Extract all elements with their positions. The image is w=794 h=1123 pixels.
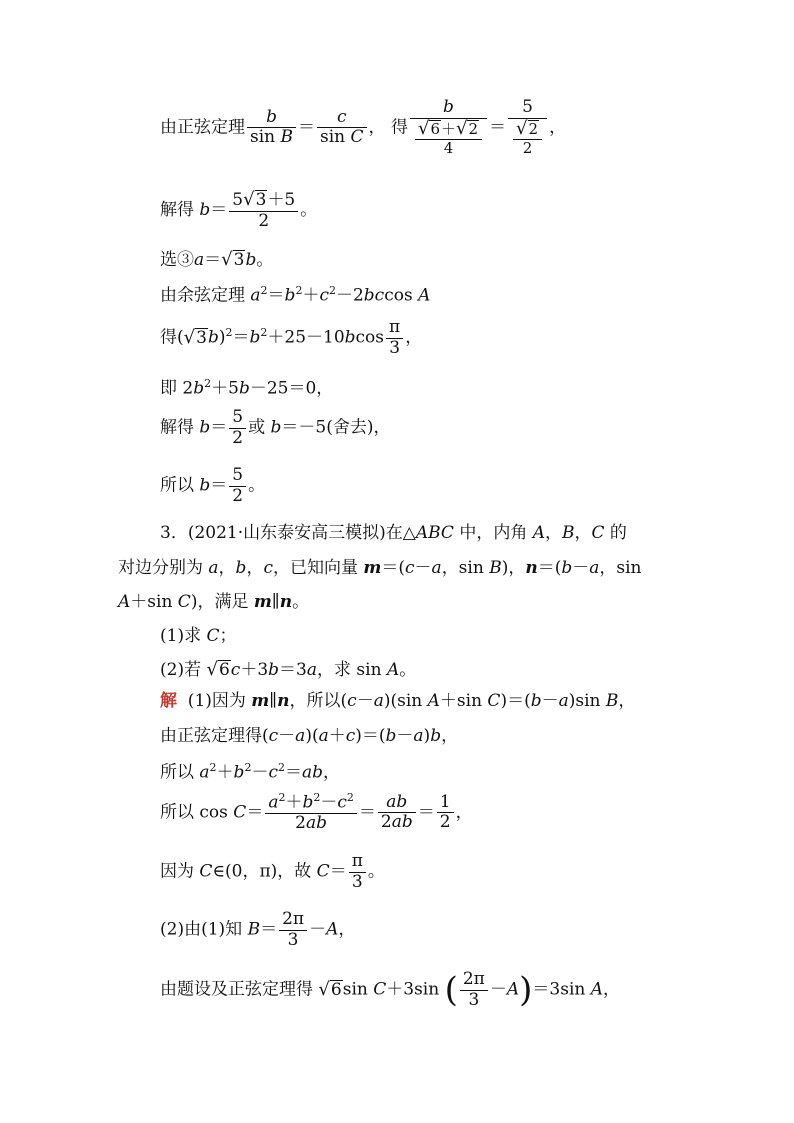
- line-choose-3: 选③a＝√3b。: [160, 249, 274, 270]
- fraction-b-over-sinB: $\frac{b}{\text{sin B}}$: [247, 108, 296, 148]
- solution-line-5: 因为 C∈(0，π)，故 C＝ $\frac{\pi}{3}$ 。: [160, 851, 385, 892]
- fraction-pi-over-3: $\frac{\pi}{3}$: [386, 318, 403, 358]
- fraction-5-over-expr: $\frac{5}{\frac{√2}{2}}$: [508, 98, 547, 157]
- solution-line-6: (2)由(1)知 B＝ $\frac{2\pi}{3}$ －A，: [160, 909, 356, 950]
- line-quadratic: 即 $2b^2+5b-25=0$，: [160, 377, 334, 399]
- fraction-5-over-2-final: $\frac{5}{2}$: [229, 466, 246, 506]
- line-conclusion-b: 所以 b＝ $\frac{5}{2}$ 。: [160, 465, 266, 506]
- line-substitute: 得$(√3b)^2=b^2+25-10bcos$ $\frac{\pi}{3}$ ，: [160, 317, 423, 358]
- solution-line-1: 解 (1)因为 m∥n，所以(c－a)(sin A＋sin C)＝(b－a)sin B，: [160, 691, 636, 711]
- fraction-b-value: $\frac{5√3+5}{2}$: [229, 190, 298, 231]
- problem-3-line-1: 3．(2021·山东泰安高三模拟)在△ABC 中，内角 A，B，C 的: [160, 523, 627, 543]
- solution-line-3: 所以 $a^2+b^2-c^2=ab$，: [160, 761, 340, 783]
- fraction-b-over-expr: $\frac{b}{\frac{√6+√2}{4}}$: [410, 98, 487, 157]
- question-1: (1)求 C；: [160, 626, 237, 646]
- question-2: (2)若 √6c＋3b＝3a，求 sin A。: [160, 659, 417, 680]
- fraction-2pi-over-3-b: $\frac{2\pi}{3}$: [460, 970, 488, 1010]
- fraction-ab-over-2ab: $\frac{ab}{2ab}$: [378, 793, 416, 833]
- fraction-1-over-2: $\frac{1}{2}$: [437, 793, 454, 833]
- fraction-2pi-over-3: $\frac{2\pi}{3}$: [279, 910, 307, 950]
- text-sine-rule-label: 由正弦定理: [160, 117, 245, 138]
- fraction-cosC: $\frac{a^2+b^2-c^2}{2ab}$: [265, 792, 357, 834]
- fraction-5-over-2: $\frac{5}{2}$: [229, 408, 246, 448]
- fraction-c-over-sinC: $\frac{c}{\text{sin C}}$: [317, 108, 367, 148]
- fraction-C-pi-over-3: $\frac{\pi}{3}$: [349, 852, 366, 892]
- line-sine-rule: 由正弦定理 $\frac{b}{\text{sin B}}$ ＝ $\frac{c}{\text{sin C}}$ ， 得 $\frac{b}{\frac{√6+√2}{4}}$ ＝ $\frac{5}{\frac{√2}{2}}$ ，: [160, 97, 567, 158]
- problem-3-line-2: 对边分别为 a，b，c，已知向量 m＝(c－a，sin B)，n＝(b－a，sin: [118, 558, 642, 578]
- solution-line-2: 由正弦定理得(c－a)(a＋c)＝(b－a)b，: [160, 726, 459, 746]
- solution-label: 解: [160, 691, 177, 711]
- line-solve-b: 解得 b＝ $\frac{5√3+5}{2}$ 。: [160, 189, 318, 231]
- solution-line-4: 所以 cos C＝ $\frac{a^2+b^2-c^2}{2ab}$ ＝ $\frac{ab}{2ab}$ ＝ $\frac{1}{2}$ ，: [160, 791, 473, 834]
- problem-3-line-3: A＋sin C)，满足 m∥n。: [118, 592, 310, 612]
- solution-line-7: 由题设及正弦定理得 √6sin C＋3sin ( $\frac{2\pi}{3}$ －A)＝3sin A，: [160, 969, 621, 1011]
- line-roots: 解得 b＝ $\frac{5}{2}$ 或 b＝－5(舍去)，: [160, 407, 391, 448]
- line-cosine-rule: 由余弦定理 $a^2=b^2+c^2-2bccos$ A: [160, 284, 431, 306]
